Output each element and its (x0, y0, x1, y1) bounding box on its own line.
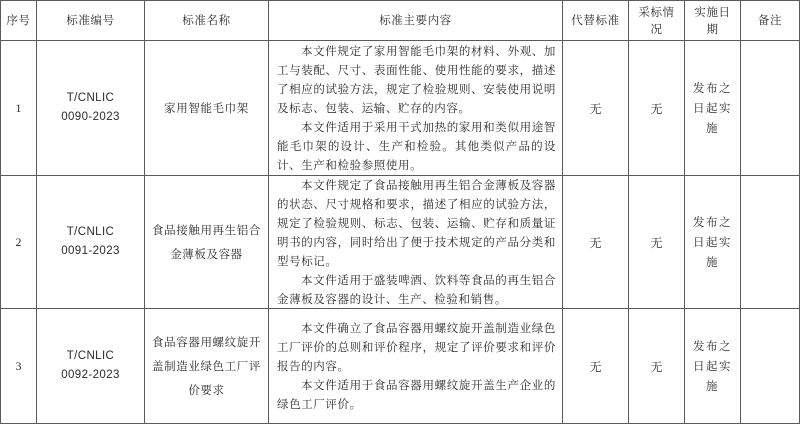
standard-name-cell (145, 309, 269, 424)
header-cell-no (1, 1, 37, 41)
row-number: 1 (15, 100, 22, 115)
content-cell (269, 41, 563, 176)
header-cell-remarks (741, 1, 800, 41)
header-code: 标准编号 (66, 13, 115, 27)
content-text (269, 42, 562, 175)
remarks-cell (741, 176, 800, 309)
header-cell-name (145, 1, 269, 41)
effective-date: 发布之日起实施 (693, 81, 732, 135)
header-adoption: 采标情况 (638, 4, 675, 36)
adoption-status: 无 (650, 235, 663, 250)
header-cell-replaces (563, 1, 629, 41)
standard-code-cell (37, 41, 145, 176)
header-remarks: 备注 (757, 13, 783, 27)
standard-name-cell (145, 41, 269, 176)
effective-date: 发布之日起实施 (693, 215, 732, 269)
row-number-cell (1, 309, 37, 424)
row-number: 2 (15, 234, 22, 249)
standard-name-cell (145, 176, 269, 309)
content-text (269, 319, 562, 414)
header-cell-adoption (629, 1, 685, 41)
replaced-standard: 无 (589, 101, 602, 116)
standard-name: 食品接触用再生铝合金薄板及容器 (152, 223, 261, 261)
adoption-status: 无 (650, 359, 663, 374)
header-effective-date: 实施日期 (694, 4, 731, 36)
content-paragraph: 本文件适用于食品容器用螺纹旋开盖生产企业的绿色工厂评价。 (277, 377, 556, 411)
content-paragraph: 本文件适用于采用干式加热的家用和类似用途智能毛巾架的设计、生产和检验。其他类似产品的设计、生产和检验参照使用。 (277, 119, 556, 172)
standard-code-cell (37, 176, 145, 309)
header-replaces: 代替标准 (571, 13, 620, 27)
content-paragraph: 本文件规定了家用智能毛巾架的材料、外观、加工与装配、尺寸、表面性能、使用性能的要求，描述了相应的试验方法，规定了检验规则、安装使用说明及标志、包装、运输、贮存的内容。 (277, 43, 556, 115)
adoption-status-cell (629, 309, 685, 424)
standard-code: T/CNLIC 0092-2023 (61, 350, 120, 381)
header-cell-content (269, 1, 563, 41)
replaced-standard-cell (563, 309, 629, 424)
header-cell-effective-date (685, 1, 741, 41)
effective-date-cell (685, 176, 741, 309)
content-cell (269, 309, 563, 424)
replaced-standard-cell (563, 41, 629, 176)
content-cell (269, 176, 563, 309)
content-paragraph: 本文件确立了食品容器用螺纹旋开盖制造业绿色工厂评价的总则和评价程序，规定了评价要求和评价报告的内容。 (277, 320, 556, 373)
row-number: 3 (15, 358, 22, 373)
standard-code-cell (37, 309, 145, 424)
row-number-cell (1, 41, 37, 176)
standard-code: T/CNLIC 0091-2023 (61, 226, 120, 257)
replaced-standard: 无 (589, 359, 602, 374)
effective-date-cell (685, 309, 741, 424)
effective-date: 发布之日起实施 (693, 339, 732, 393)
header-no: 序号 (6, 13, 31, 27)
replaced-standard-cell (563, 176, 629, 309)
adoption-status-cell (629, 41, 685, 176)
standard-name: 食品容器用螺纹旋开盖制造业绿色工厂评价要求 (152, 335, 261, 397)
header-content: 标准主要内容 (379, 13, 452, 27)
standard-name: 家用智能毛巾架 (164, 101, 249, 115)
remarks-cell (741, 309, 800, 424)
remarks-cell (741, 41, 800, 176)
header-cell-code (37, 1, 145, 41)
content-text (269, 176, 562, 309)
header-name: 标准名称 (182, 13, 231, 27)
replaced-standard: 无 (589, 235, 602, 250)
effective-date-cell (685, 41, 741, 176)
adoption-status-cell (629, 176, 685, 309)
adoption-status: 无 (650, 101, 663, 116)
content-paragraph: 本文件适用于盛装啤酒、饮料等食品的再生铝合金薄板及容器的设计、生产、检验和销售。 (277, 272, 556, 306)
standard-code: T/CNLIC 0090-2023 (61, 92, 120, 123)
content-paragraph: 本文件规定了食品接触用再生铝合金薄板及容器的状态、尺寸规格和要求，描述了相应的试验方法，规定了检验规则、标志、包装、运输、贮存和质量证明书的内容，同时给出了便于技术规定的产品分类和型号标记。 (277, 177, 556, 268)
row-number-cell (1, 176, 37, 309)
